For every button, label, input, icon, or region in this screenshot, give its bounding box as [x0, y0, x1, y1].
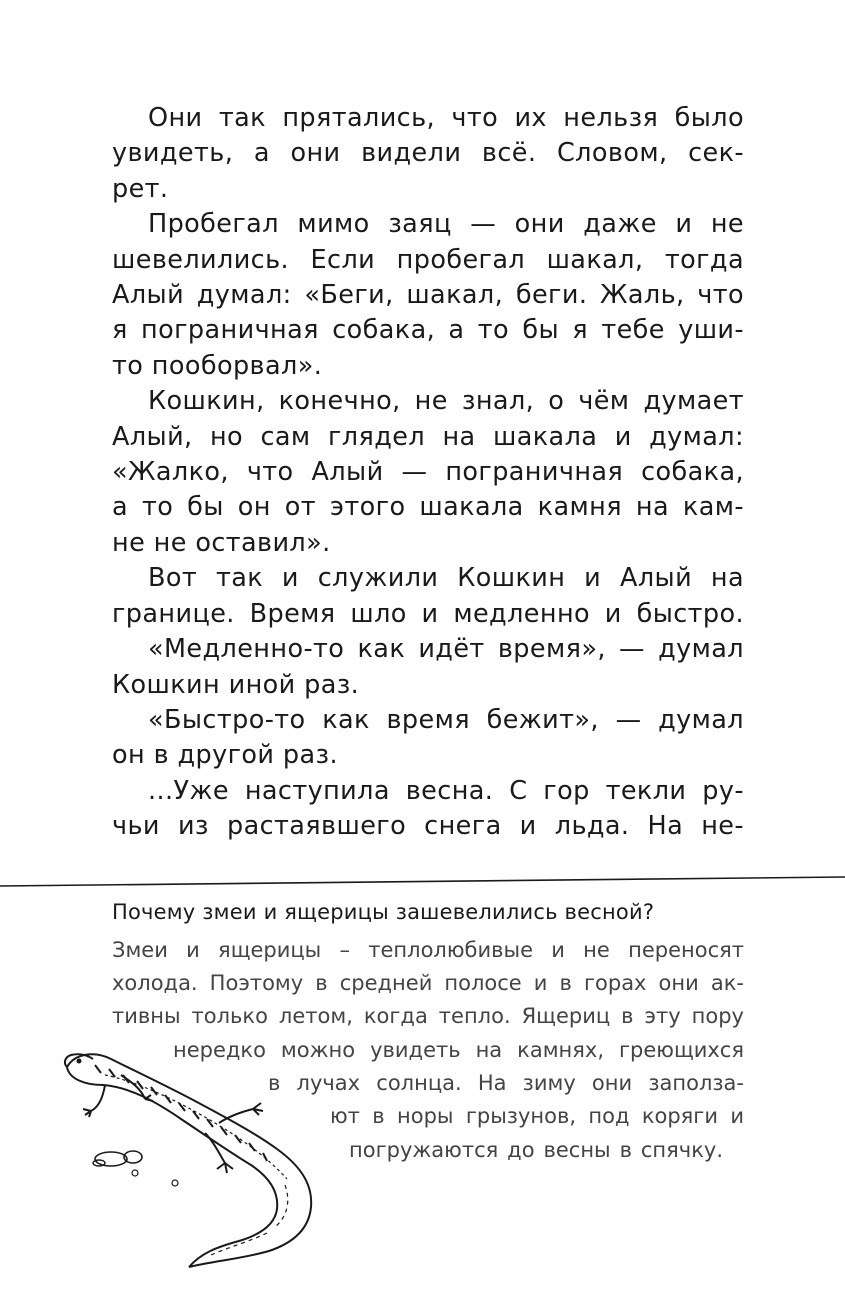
text-line: «Медленно-то как идёт время», — думал	[148, 634, 744, 665]
text-line: я пограничная собака, а то бы я тебе уши-	[112, 315, 744, 346]
text-line: то пооборвал».	[112, 350, 323, 381]
infobox-line: холода. Поэтому в средней полосе и в горах они ак-	[112, 971, 744, 995]
infobox-line: погружаются до весны в спячку.	[349, 1138, 723, 1162]
text-line: ...Уже наступила весна. С гор текли ру-	[148, 775, 744, 806]
text-line: рет.	[112, 173, 169, 204]
text-line: границе. Время шло и медленно и быстро.	[112, 598, 744, 629]
paragraph	[112, 561, 744, 632]
paragraph	[112, 703, 744, 774]
text-line: Кошкин, конечно, не знал, о чём думает	[148, 386, 744, 417]
text-line: Алый думал: «Беги, шакал, беги. Жаль, что	[112, 280, 744, 311]
paragraph	[112, 207, 744, 384]
story-text	[112, 101, 744, 845]
lizard-illustration	[55, 1015, 345, 1275]
text-line: Вот так и служили Кошкин и Алый на	[148, 563, 744, 594]
text-line: Кошкин иной раз.	[112, 669, 360, 700]
text-line: увидеть, а они видели всё. Словом, сек-	[112, 138, 744, 169]
text-line: а то бы он от этого шакала камня на кам-	[112, 492, 744, 523]
text-line: Они так прятались, что их нельзя было	[148, 103, 744, 133]
paragraph	[112, 632, 744, 703]
text-line: шевелились. Если пробегал шакал, тогда	[112, 244, 744, 275]
infobox-line: нередко можно увидеть на камнях, греющихся	[173, 1038, 744, 1062]
infobox-line: тивны только летом, когда тепло. Ящериц в эту пору	[112, 1004, 744, 1028]
infobox-line: ют в норы грызунов, под коряги и	[330, 1104, 744, 1128]
text-line: не не оставил».	[112, 527, 331, 558]
text-line: он в другой раз.	[112, 740, 338, 771]
infobox-line: в лучах солнца. На зиму они заполза-	[268, 1071, 744, 1095]
text-line: «Быстро-то как время бежит», — думал	[148, 704, 744, 735]
infobox-question: Почему змеи и ящерицы зашевелились весной?	[112, 900, 655, 924]
text-line: «Жалко, что Алый — пограничная собака,	[112, 457, 744, 488]
text-line: чьи из растаявшего снега и льда. На не-	[112, 811, 744, 842]
section-divider	[0, 864, 845, 904]
text-line: Пробегал мимо заяц — они даже и не	[148, 209, 744, 240]
infobox-line: Змеи и ящерицы – теплолюбивые и не переносят	[112, 938, 744, 962]
text-line: Алый, но сам глядел на шакала и думал:	[112, 421, 744, 452]
paragraph	[112, 384, 744, 561]
paragraph	[112, 774, 744, 845]
paragraph	[112, 101, 744, 207]
